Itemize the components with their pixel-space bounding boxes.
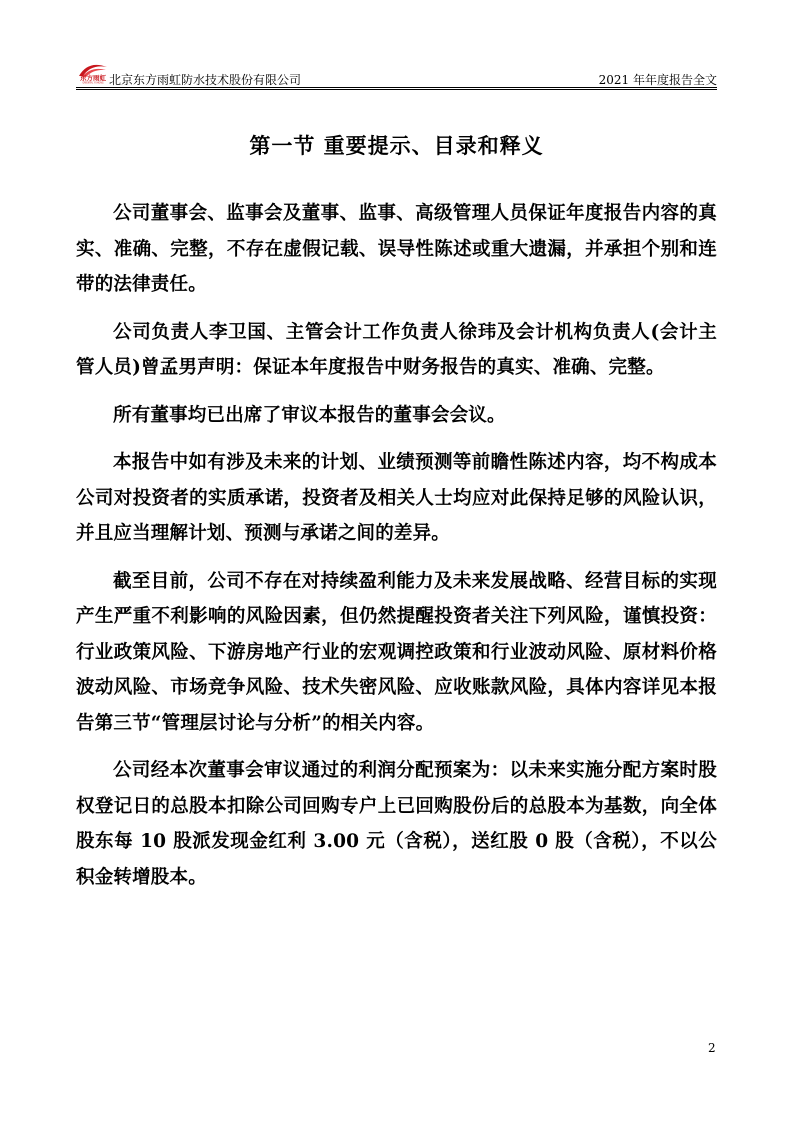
paragraph-board-attendance: 所有董事均已出席了审议本报告的董事会会议。 [113, 404, 506, 426]
company-name: 北京东方雨虹防水技术股份有限公司 [109, 73, 302, 87]
document-body [76, 196, 717, 907]
logo-subtext: ORIENTAL YUHONG [82, 81, 104, 84]
paragraph-profit-distribution: 公司经本次董事会审议通过的利润分配预案为：以未来实施分配方案时股权登记日的总股本扣除公司回购专户上已回购股份后的总股本为基数，向全体股东每 10 股派发现金红利 3.00 元（含税），送红股 0 股（含税），不以公积金转增股本。 [76, 760, 717, 888]
paragraph-risk-factors: 截至目前，公司不存在对持续盈利能力及未来发展战略、经营目标的实现产生严重不利影响的风险因素，但仍然提醒投资者关注下列风险，谨慎投资：行业政策风险、下游房地产行业的宏观调控政策和行业波动风险、原材料价格波动风险、市场竞争风险、技术失密风险、应收账款风险，具体内容详见本报告第三节“管理层讨论与分析”的相关内容。 [76, 570, 717, 734]
report-name: 2021 年年度报告全文 [598, 73, 717, 87]
paragraph-responsibility: 公司董事会、监事会及董事、监事、高级管理人员保证年度报告内容的真实、准确、完整，不存在虚假记载、误导性陈述或重大遗漏，并承担个别和连带的法律责任。 [76, 203, 717, 295]
company-logo [76, 58, 110, 84]
page-header [76, 58, 717, 88]
paragraph-financial-statement: 公司负责人李卫国、主管会计工作负责人徐玮及会计机构负责人(会计主管人员)曾孟男声明：保证本年度报告中财务报告的真实、准确、完整。 [76, 321, 717, 378]
header-rule-bottom [76, 89, 717, 90]
logo-text: 东方雨虹 [80, 74, 106, 82]
section-title: 第一节 重要提示、目录和释义 [249, 133, 544, 158]
header-rule-top [76, 87, 717, 88]
page-number: 2 [708, 1041, 716, 1055]
paragraph-forward-looking: 本报告中如有涉及未来的计划、业绩预测等前瞻性陈述内容，均不构成本公司对投资者的实质承诺，投资者及相关人士均应对此保持足够的风险认识，并且应当理解计划、预测与承诺之间的差异。 [76, 452, 717, 544]
